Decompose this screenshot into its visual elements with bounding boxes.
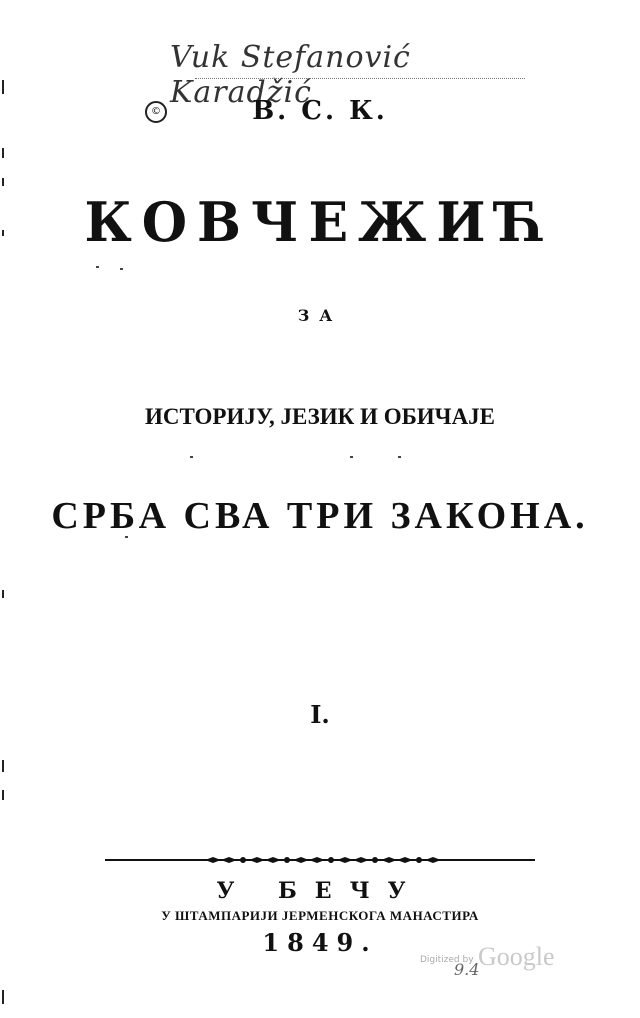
pencil-note: 9.4 <box>454 960 480 979</box>
margin-mark <box>2 80 4 94</box>
handwritten-signature: Vuk Stefanović Karadžić <box>170 40 411 110</box>
margin-mark <box>2 148 4 158</box>
google-watermark-logo: Google <box>478 942 555 971</box>
ink-speck <box>96 266 99 268</box>
subtitle-line-2: СРБА СВА ТРИ ЗАКОНА. <box>51 495 589 537</box>
title-preposition: ЗА <box>297 306 343 325</box>
book-title: КОВЧЕЖИЋ <box>84 190 556 255</box>
volume-number: I. <box>310 700 330 729</box>
imprint-printer: У ШТАМПАРИЈИ ЈЕРМЕНСКОГА МАНАСТИРА <box>161 908 479 923</box>
margin-mark <box>2 178 4 186</box>
ink-speck <box>350 456 353 458</box>
imprint-place: У БЕЧУ <box>216 878 424 904</box>
margin-mark <box>2 760 4 772</box>
ornamental-rule <box>105 857 535 863</box>
subtitle-line-1: ИСТОРИЈУ, ЈЕЗИК И ОБИЧАЈЕ <box>144 404 496 429</box>
ink-speck <box>120 268 123 270</box>
ink-speck <box>190 456 193 458</box>
author-initials: В. С. К. <box>252 96 388 126</box>
imprint-year: 1849. <box>262 928 378 957</box>
margin-mark <box>2 990 4 1004</box>
margin-mark <box>2 590 4 598</box>
library-stamp-icon: © <box>145 101 167 123</box>
margin-mark <box>2 790 4 800</box>
digitization-watermark-prefix: Digitized by <box>420 955 474 965</box>
ink-speck <box>398 456 401 458</box>
signature-underline <box>195 78 525 79</box>
